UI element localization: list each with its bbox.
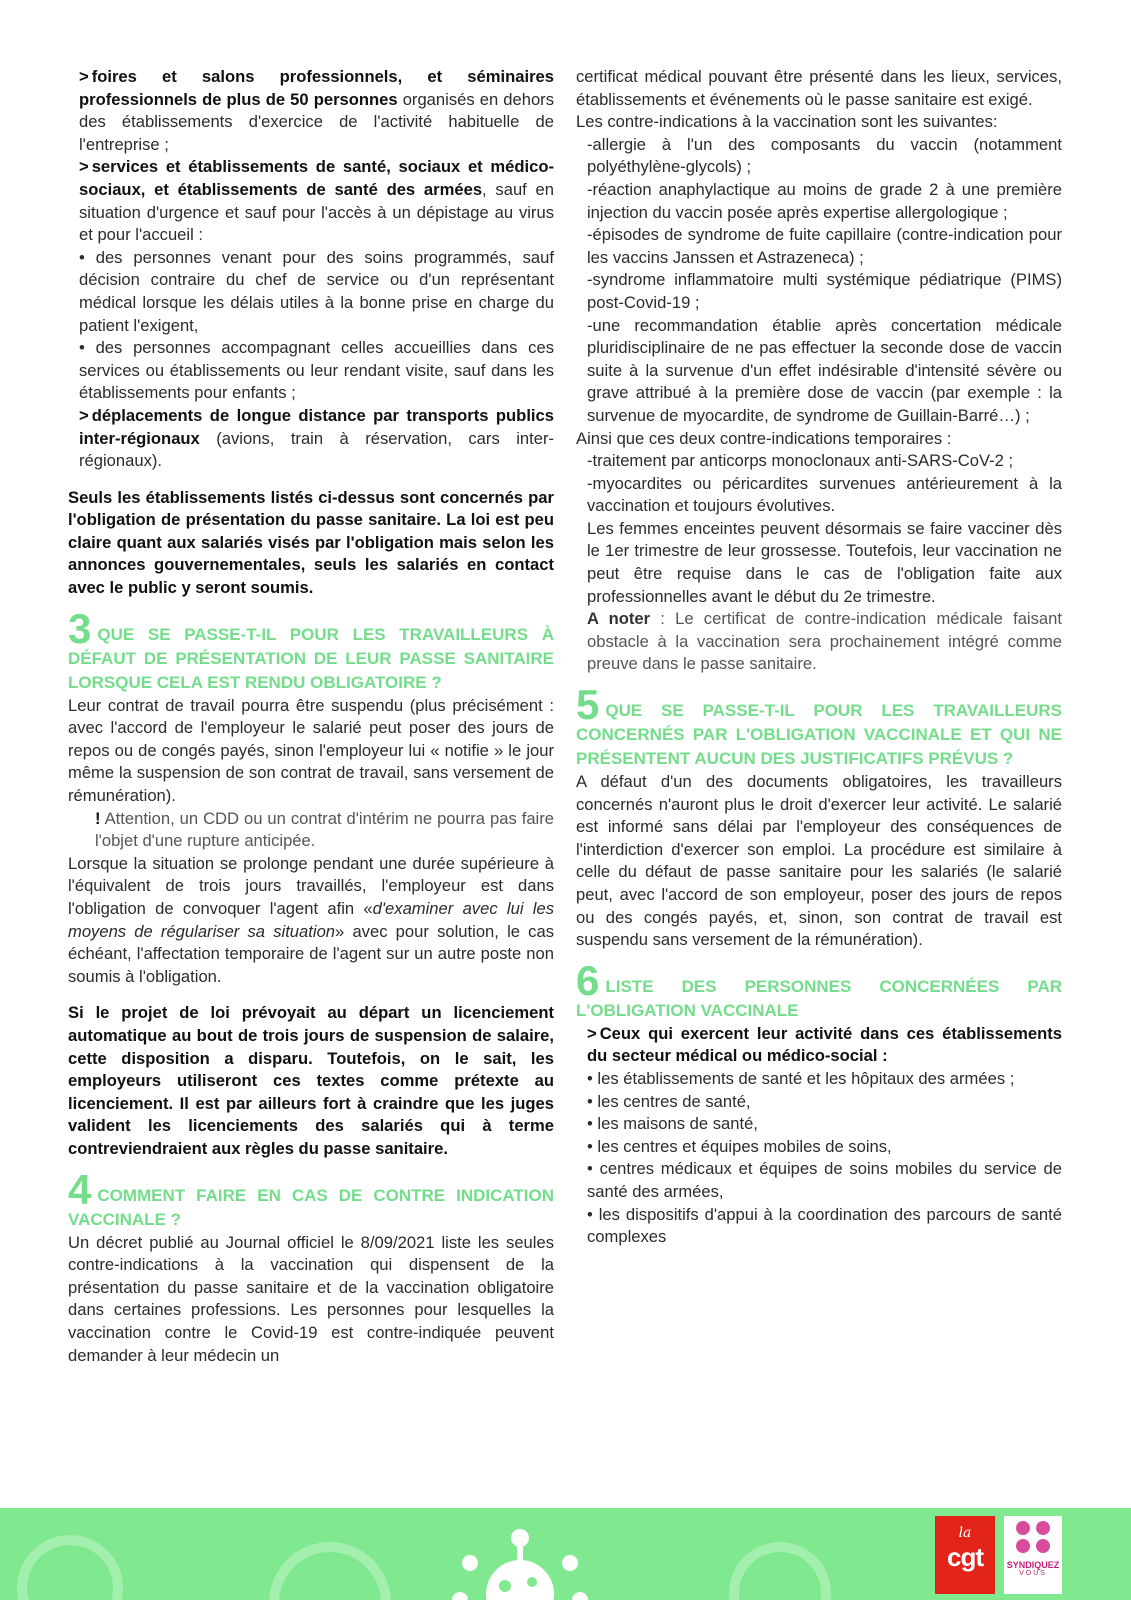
section-number: 4: [68, 1165, 92, 1213]
syndiquez-vous-logo: [1004, 1516, 1062, 1594]
logo-text: VOUS: [1019, 1570, 1047, 1577]
list-item: -allergie à l'un des composants du vaccin (notamment polyéthylène-glycols) ;: [587, 134, 1062, 177]
section-title: LISTE DES PERSONNES CONCERNÉES PAR L'OBLIGATION VACCINALE: [576, 976, 1062, 1020]
bullet-item: • des personnes accompagnant celles accueillies dans ces services ou établissements ou leur rendant visite, sauf dans les établissements pour enfants ;: [79, 338, 554, 403]
note-text: : Le certificat de contre-indication médicale faisant obstacle à la vaccination sera prochainement intégré comme preuve dans le passe sanitaire.: [587, 609, 1062, 674]
list-item: -syndrome inflammatoire multi systémique pédiatrique (PIMS) post-Covid-19 ;: [587, 270, 1062, 312]
chevron-right-icon: >: [587, 1023, 597, 1043]
section-heading-3: [68, 604, 554, 695]
list-item-text: , sauf en situation d'urgence et sauf pour l'accès à un dépistage au virus et pour l'accueil :: [79, 179, 554, 245]
bullet-item: • les dispositifs d'appui à la coordination des parcours de santé complexes: [587, 1204, 1062, 1247]
list-item-text: organisés en dehors des établissements d'exercice de l'activité habituelle de l'entreprise ;: [79, 89, 554, 154]
section-heading-5: [576, 681, 1062, 771]
faces-icon: [1004, 1520, 1062, 1556]
bullet-item: • les centres de santé,: [587, 1091, 751, 1111]
chevron-right-icon: >: [79, 67, 89, 86]
bullet-item: • les maisons de santé,: [587, 1114, 758, 1134]
bullet-item: • centres médicaux et équipes de soins mobiles du service de santé des armées,: [587, 1159, 1062, 1201]
section-title: QUE SE PASSE-T-IL POUR LES TRAVAILLEURS À DÉFAUT DE PRÉSENTATION DE LEUR PASSE SANITAIRE LORSQUE CELA EST RENDU OBLIGATOIRE ?: [68, 624, 554, 692]
paragraph: [68, 853, 554, 989]
paragraph: Ainsi que ces deux contre-indications temporaires :: [576, 428, 952, 448]
paragraph: Leur contrat de travail pourra être suspendu (plus précisément : avec l'accord de l'employeur le salarié peut poser des jours de repos ou de congés payés, sinon l'employeur lui « notifie » le jour même la suspension de son contrat de travail, sans versement de rémunération).: [68, 695, 554, 806]
attention-text: Attention, un CDD ou un contrat d'intérim ne pourra pas faire l'objet d'une rupture anticipée.: [95, 808, 554, 851]
paragraph: Un décret publié au Journal officiel le 8/09/2021 liste les seules contre-indications à la vaccination qui dispensent de la présentation du passe sanitaire et de la vaccination obligatoire dans certaines professions. Les personnes pour lesquelles la vaccination contre le Covid-19 est contre-indiquée peuvent demander à leur médecin un: [68, 1232, 554, 1365]
section-number: 5: [576, 681, 600, 729]
list-item: -une recommandation établie après concertation médicale pluridisciplinaire de ne pas effectuer la seconde dose de vaccin suite à la survenue d'un effet indésirable d'intensité sévère ou grave attribué à la première dose de vaccin (par exemple : la survenue de myocardite, de syndrome de Guillain-Barré…) ;: [587, 315, 1062, 425]
section-title: COMMENT FAIRE EN CAS DE CONTRE INDICATION VACCINALE ?: [68, 1185, 554, 1229]
paragraph: Les femmes enceintes peuvent désormais se faire vacciner dès le 1er trimestre de leur grossesse. Toutefois, leur vaccination ne peut être requise dans le cas de l'obligation faite aux professionnelles avant le début du 2e trimestre.: [587, 518, 1062, 606]
paragraph-text: » avec pour solution, le cas échéant, l'affectation temporaire de l'agent sur un autre poste non soumis à l'obligation.: [68, 921, 554, 986]
list-item: [576, 1023, 1062, 1068]
paragraph: A défaut d'un des documents obligatoires, les travailleurs concernés n'auront plus le droit d'exercer leur activité. Le salarié est informé sans délai par l'employeur des conséquences de l'interdiction d'exercer son emploi. La procédure est similaire à celle du défaut de passe sanitaire pour les salariés (le salarié peut, avec l'accord de son employeur, poser des jours de repos ou des congés payés, et, sinon, son contrat de travail est suspendu sans versement de la rémunération).: [576, 772, 1062, 950]
list-item-bold: services et établissements de santé, sociaux et médico-sociaux, et établissements de santé des armées: [79, 157, 554, 199]
list-item: [68, 405, 554, 473]
list-item: -réaction anaphylactique au moins de grade 2 à une première injection du vaccin posée après expertise allergologique ;: [587, 179, 1062, 222]
note: [576, 608, 1062, 676]
bold-paragraph: Seuls les établissements listés ci-dessus sont concernés par l'obligation de présentation du passe sanitaire. La loi est peu claire quant aux salariés visés par l'obligation mais selon les annonces gouvernementales, seuls les salariés en contact avec le public y seront soumis.: [68, 487, 554, 598]
paragraph: Les contre-indications à la vaccination sont les suivantes:: [576, 112, 998, 132]
logo-text: cgt: [947, 1542, 983, 1572]
chevron-right-icon: >: [79, 405, 89, 425]
logo-text: SYNDIQUEZ: [1006, 1560, 1060, 1570]
paragraph-text: Lorsque la situation se prolonge pendant une durée supérieure à l'équivalent de trois jours travaillés, l'employeur est dans l'obligation de convoquer l'agent afin «: [68, 853, 554, 918]
list-item: [68, 156, 554, 246]
bold-paragraph: Si le projet de loi prévoyait au départ un licenciement automatique au bout de trois jours de suspension de salaire, cette disposition a disparu. Toutefois, on le sait, les employeurs utiliseront ces textes comme prétexte au licenciement. Il est par ailleurs fort à craindre que les juges valident les licenciements des salariés qui à terme contreviendraient aux règles du passe sanitaire.: [68, 1003, 554, 1158]
paragraph: certificat médical pouvant être présenté dans les lieux, services, établissements et événements où le passe sanitaire est exigé.: [576, 67, 1062, 109]
list-item-text: (avions, train à réservation, cars inter-régionaux).: [79, 428, 554, 471]
bullet-item: • les établissements de santé et les hôpitaux des armées ;: [587, 1068, 1015, 1088]
list-item: -traitement par anticorps monoclonaux anti-SARS-CoV-2 ;: [587, 451, 1014, 471]
list-item-bold: foires et salons professionnels, et séminaires professionnels de plus de 50 personnes: [79, 67, 554, 109]
cgt-logo: [935, 1516, 995, 1594]
list-item: [68, 66, 554, 156]
list-item: -épisodes de syndrome de fuite capillaire (contre-indication pour les vaccins Janssen et Astrazeneca) ;: [587, 225, 1062, 267]
list-item-bold: déplacements de longue distance par transports publics inter-régionaux: [79, 405, 554, 448]
attention-note: [68, 808, 554, 853]
list-item: -myocardites ou péricardites survenues antérieurement à la vaccination et toujours évolutives.: [587, 473, 1062, 516]
section-number: 6: [576, 956, 600, 1004]
section-number: 3: [68, 604, 92, 652]
list-item-bold: Ceux qui exercent leur activité dans ces établissements du secteur médical ou médico-social :: [587, 1023, 1062, 1066]
left-column: [68, 66, 554, 1367]
section-title: QUE SE PASSE-T-IL POUR LES TRAVAILLEURS CONCERNÉS PAR L'OBLIGATION VACCINALE ET QUI NE PRÉSENTENT AUCUN DES JUSTIFICATIFS PRÉVUS ?: [576, 701, 1062, 769]
right-column: [576, 66, 1062, 1249]
section-heading-6: [576, 956, 1062, 1023]
bullet-item: • les centres et équipes mobiles de soins,: [587, 1136, 892, 1156]
chevron-right-icon: >: [79, 157, 89, 177]
logo-text: la: [958, 1525, 972, 1541]
bullet-item: • des personnes venant pour des soins programmés, sauf décision contraire du chef de service ou d'un représentant médical lorsque les délais utiles à la bonne prise en charge du patient l'exigent,: [79, 247, 554, 335]
note-label: A noter: [587, 609, 651, 629]
quoted-text: d'examiner avec lui les moyens de régulariser sa situation: [68, 899, 555, 941]
exclamation-icon: !: [95, 808, 101, 828]
section-heading-4: [68, 1165, 554, 1232]
